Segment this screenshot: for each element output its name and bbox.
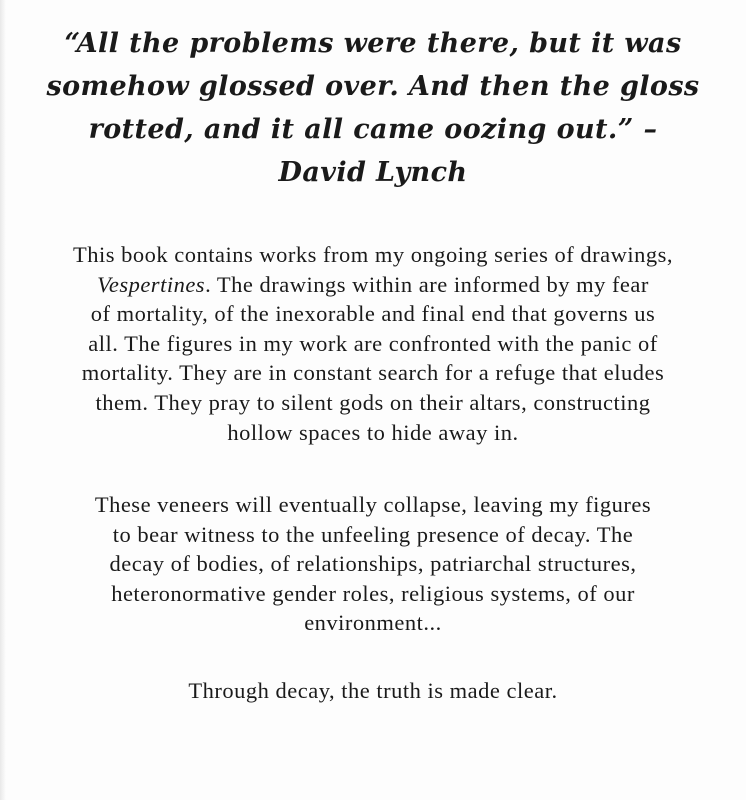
paragraph-line: hollow spaces to hide away in. xyxy=(227,419,519,445)
paragraph-line xyxy=(20,270,726,300)
page-edge-shadow xyxy=(0,0,6,800)
epigraph-quote xyxy=(30,22,716,194)
series-title: Vespertines xyxy=(97,271,206,297)
paragraph-line: These veneers will eventually collapse, leaving my figures xyxy=(94,492,652,517)
paragraph-line: heteronormative gender roles, religious systems, of our xyxy=(111,580,635,606)
paragraph-line: all. The figures in my work are confronted with the panic of xyxy=(88,330,658,356)
paragraph-line: to bear witness to the unfeeling presence of decay. The xyxy=(112,521,634,547)
paragraph-line: mortality. They are in constant search for a refuge that eludes xyxy=(81,360,665,386)
paragraph-line: them. They pray to silent gods on their altars, constructing xyxy=(95,389,651,415)
paragraph-closing xyxy=(20,676,726,706)
quote-line: rotted, and it all came oozing out.” – xyxy=(88,114,658,145)
quote-line: “All the problems were there, but it was xyxy=(64,28,682,59)
paragraph-line-rest: . The drawings within are informed by my fear xyxy=(205,271,649,297)
paragraph-line: Through decay, the truth is made clear. xyxy=(188,678,558,703)
paragraph-line: decay of bodies, of relationships, patriarchal structures, xyxy=(109,551,637,577)
quote-attribution: David Lynch xyxy=(278,157,468,188)
paragraph-line: This book contains works from my ongoing series of drawings, xyxy=(73,242,673,267)
paragraph-line: of mortality, of the inexorable and final end that governs us xyxy=(90,301,656,327)
paragraph-decay xyxy=(20,490,726,638)
quote-line: somehow glossed over. And then the gloss xyxy=(46,71,700,102)
paragraph-line: environment... xyxy=(304,610,442,636)
paragraph-intro xyxy=(20,240,726,447)
